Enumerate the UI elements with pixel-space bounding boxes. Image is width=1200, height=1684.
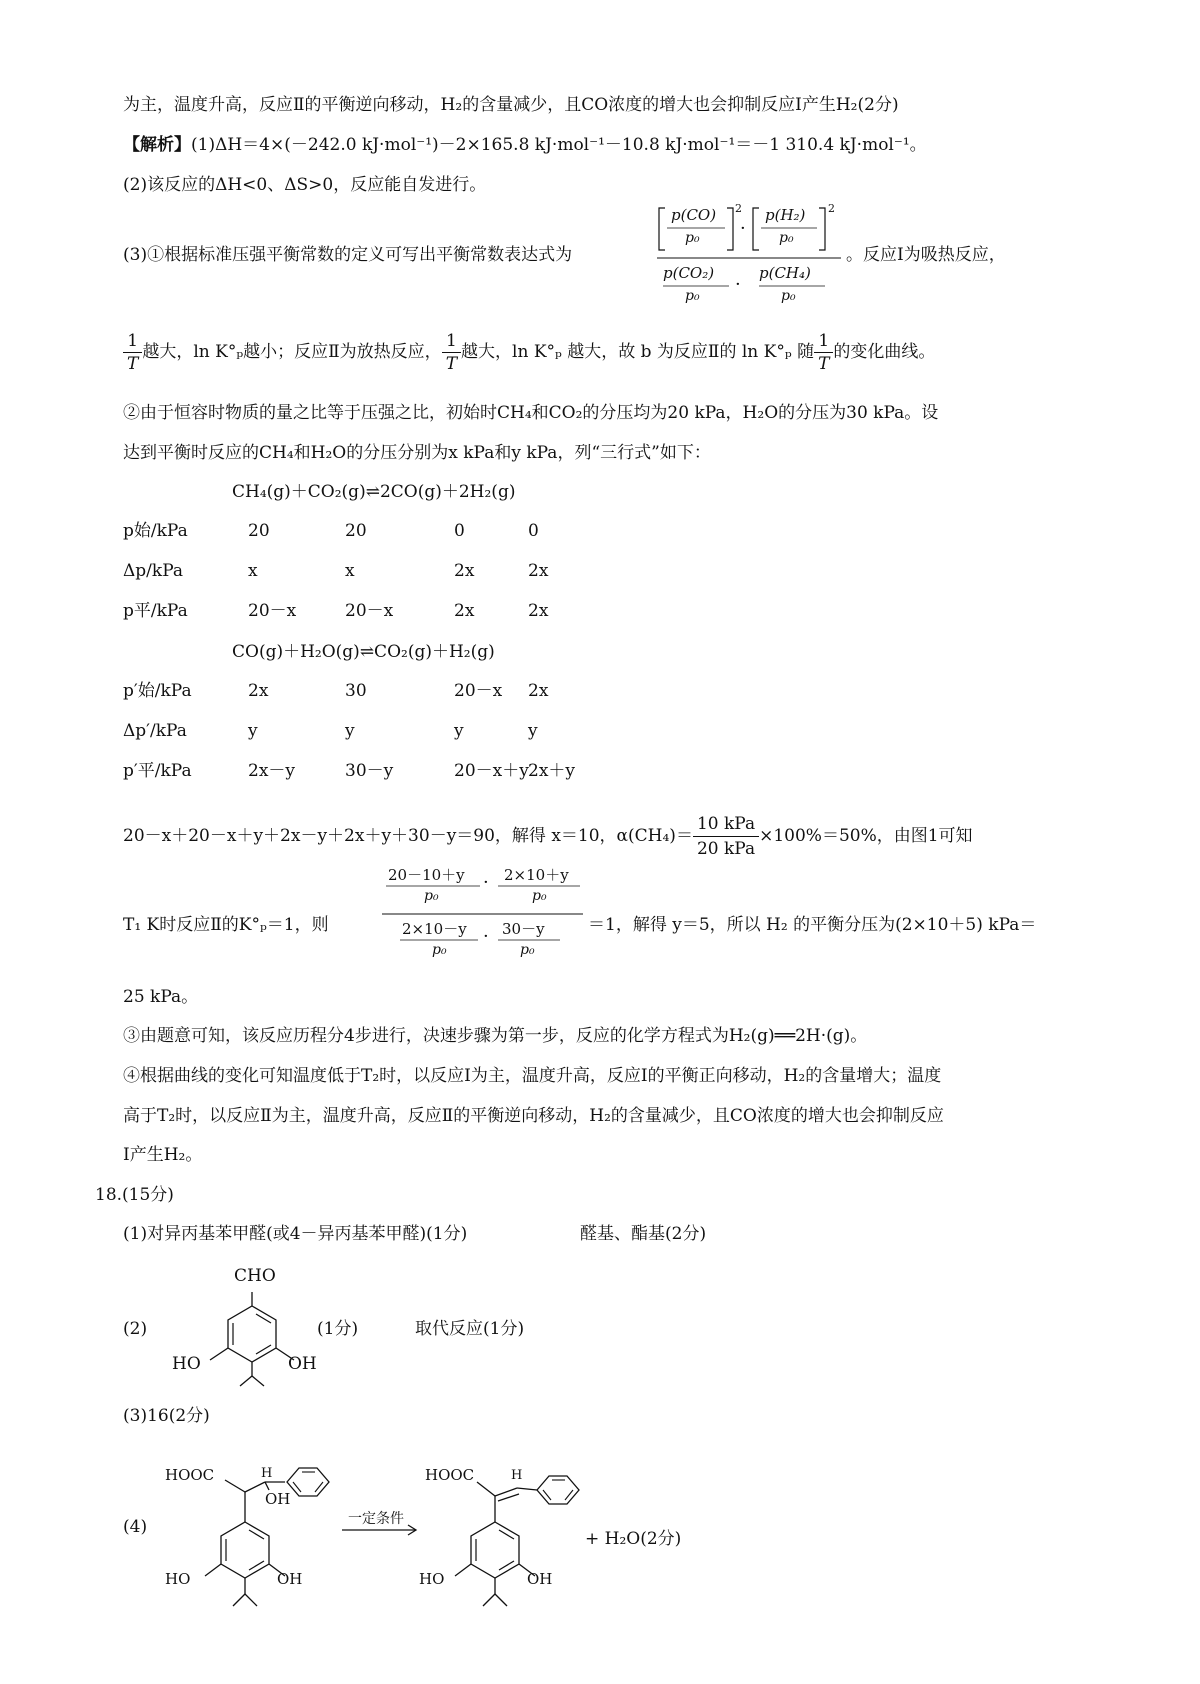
inv-t-frac-2: $\frac{1}{T}$ (442, 330, 461, 375)
analysis-line-3-pre: (3)①根据标准压强平衡常数的定义可写出平衡常数表达式为 (123, 245, 573, 265)
table1-cell: 20 (248, 521, 270, 541)
table1-cell: 0 (454, 521, 465, 541)
reaction-condition: 一定条件 (348, 1511, 404, 1527)
kp-num3: p(CO₂) (663, 264, 715, 282)
q18-part2-score: (1分) (317, 1319, 359, 1339)
analysis-line-3-post: 。反应Ⅰ为吸热反应， (846, 245, 1006, 265)
table2-row-label: p′始/kPa (123, 681, 192, 701)
table1-cell: 20 (345, 521, 367, 541)
table1-cell: 2x (528, 561, 549, 581)
sum-line (123, 812, 973, 861)
analysis-line-step3: ③由题意可知，该反应历程分4步进行，决速步骤为第一步，反应的化学方程式为H₂(g)══2H·(g)。 (123, 1026, 868, 1046)
analysis-text-4c: 的变化曲线。 (833, 342, 936, 362)
kp2-dot2: · (483, 926, 489, 947)
sum-post: ×100%＝50%，由图1可知 (759, 826, 973, 846)
table1-row-label: Δp/kPa (123, 561, 183, 581)
analysis-tag: 【解析】 (123, 135, 191, 155)
table2-row-label: Δp′/kPa (123, 721, 187, 741)
analysis-line-step4c: Ⅰ产生H₂。 (123, 1145, 203, 1165)
alpha-frac: $\frac{\text{10 kPa}}{\text{20 kPa}}$ (693, 812, 759, 861)
table2-cell: y (528, 721, 538, 741)
analysis-line-5: ②由于恒容时物质的量之比等于压强之比，初始时CH₄和CO₂的分压均为20 kPa，H₂O的分压为30 kPa。设 (123, 403, 939, 423)
kp-dot2: · (735, 274, 741, 295)
kp-num4: p(CH₄) (759, 264, 811, 282)
reactant-h: H (261, 1466, 273, 1481)
kp2-d4: p₀ (520, 942, 535, 958)
reactant-oh: OH (265, 1490, 291, 1508)
kp-sq2: 2 (828, 202, 835, 215)
analysis-line-step4a: ④根据曲线的变化可知温度低于T₂时，以反应Ⅰ为主，温度升高，反应Ⅰ的平衡正向移动，H₂的含量增大；温度 (123, 1066, 942, 1086)
analysis-line-4 (123, 330, 935, 375)
kp2-d1: p₀ (424, 888, 439, 904)
table1-cell: x (345, 561, 355, 581)
kp2-n4: 30－y (502, 920, 545, 938)
analysis-line-step4b: 高于T₂时，以反应Ⅱ为主，温度升高，反应Ⅱ的平衡逆向移动，H₂的含量减少，且CO浓度的增大也会抑制反应 (123, 1106, 944, 1126)
kp-num2: p(H₂) (765, 206, 806, 224)
table2-cell: 20－x＋y (454, 761, 529, 781)
q18-part2-label: (2) (123, 1319, 148, 1339)
reactant-ho: HO (165, 1570, 191, 1588)
analysis-text-1: (1)ΔH＝4×(－242.0 kJ·mol⁻¹)－2×165.8 kJ·mol⁻¹－10.8 kJ·mol⁻¹＝－1 310.4 kJ·mol⁻¹。 (191, 135, 927, 155)
kp2-dot1: · (483, 872, 489, 893)
table2-cell: 30－y (345, 761, 394, 781)
q18-part1-groups: 醛基、酯基(2分) (580, 1224, 707, 1244)
reactant-structure (165, 1452, 340, 1622)
table2-cell: 30 (345, 681, 367, 701)
table1-cell: 2x (454, 601, 475, 621)
kp-den1: p₀ (685, 230, 700, 246)
table1-row-label: p始/kPa (123, 521, 188, 541)
kp-den2: p₀ (779, 230, 794, 246)
product-structure (419, 1452, 595, 1622)
kp-sq1: 2 (735, 202, 742, 215)
ho-label-2: HO (172, 1354, 201, 1374)
product-h: H (511, 1468, 523, 1483)
oh-label-2: OH (288, 1354, 317, 1374)
q18-part1-answer: (1)对异丙基苯甲醛(或4－异丙基苯甲醛)(1分) (123, 1224, 468, 1244)
kp-expression (655, 202, 843, 312)
kp2-n2: 2×10＋y (504, 866, 569, 884)
table1-cell: 20－x (345, 601, 394, 621)
table2-cell: 2x (528, 681, 549, 701)
equation-2: CO(g)＋H₂O(g)⇌CO₂(g)＋H₂(g) (232, 642, 495, 662)
table2-cell: y (345, 721, 355, 741)
question-18-header: 18.(15分) (95, 1185, 174, 1205)
kp2-d3: p₀ (432, 942, 447, 958)
kp-num1: p(CO) (671, 206, 717, 224)
table1-cell: 2x (528, 601, 549, 621)
reactant-hooc: HOOC (165, 1466, 215, 1484)
q18-part4-water: + H₂O(2分) (585, 1529, 682, 1549)
q18-part2-structure (170, 1262, 320, 1392)
table2-cell: 2x－y (248, 761, 296, 781)
analysis-text-4a: 越大，ln K°ₚ越小；反应Ⅱ为放热反应， (142, 342, 442, 362)
product-hooc: HOOC (425, 1466, 475, 1484)
table2-cell: 2x＋y (528, 761, 576, 781)
analysis-text-4b: 越大，ln K°ₚ 越大，故 b 为反应Ⅱ的 ln K°ₚ 随 (461, 342, 815, 362)
product-oh: OH (527, 1570, 553, 1588)
kp2-n3: 2×10－y (402, 920, 467, 938)
equation-1: CH₄(g)＋CO₂(g)⇌2CO(g)＋2H₂(g) (232, 482, 516, 502)
kp2-n1: 20－10＋y (388, 866, 465, 884)
table2-cell: 2x (248, 681, 269, 701)
inv-t-frac-3: $\frac{1}{T}$ (814, 330, 833, 375)
inv-t-frac-1: $\frac{1}{T}$ (123, 330, 142, 375)
table1-cell: x (248, 561, 258, 581)
product-ho: HO (419, 1570, 445, 1588)
reactant-oh-ring: OH (277, 1570, 303, 1588)
arrow-icon (340, 1508, 420, 1538)
analysis-line-2: (2)该反应的ΔH<0、ΔS>0，反应能自发进行。 (123, 175, 487, 195)
text-line-1: 为主，温度升高，反应Ⅱ的平衡逆向移动，H₂的含量减少，且CO浓度的增大也会抑制反应Ⅰ产生H₂(2分) (123, 95, 899, 115)
kp2-pre: T₁ K时反应Ⅱ的K°ₚ＝1，则 (123, 915, 329, 935)
table2-row-label: p′平/kPa (123, 761, 192, 781)
q18-part2-reaction: 取代反应(1分) (415, 1319, 525, 1339)
analysis-line-6: 达到平衡时反应的CH₄和H₂O的分压分别为x kPa和y kPa，列“三行式”如下： (123, 443, 711, 463)
kp2-d2: p₀ (532, 888, 547, 904)
table2-cell: y (454, 721, 464, 741)
table2-cell: 20－x (454, 681, 503, 701)
table1-cell: 0 (528, 521, 539, 541)
kp-den3: p₀ (685, 288, 700, 304)
analysis-line-1 (123, 133, 927, 157)
q18-part3-answer: (3)16(2分) (123, 1406, 210, 1426)
sum-pre: 20－x＋20－x＋y＋2x－y＋2x＋y＋30－y＝90，解得 x＝10，α(CH₄)＝ (123, 826, 693, 846)
kp-dot1: · (740, 218, 746, 239)
table1-cell: 2x (454, 561, 475, 581)
kp2-post: ＝1，解得 y＝5，所以 H₂ 的平衡分压为(2×10＋5) kPa＝ (588, 915, 1037, 935)
kp2-fraction (380, 862, 585, 962)
cho-label: CHO (234, 1266, 276, 1286)
table1-cell: 20－x (248, 601, 297, 621)
reaction-arrow (340, 1508, 420, 1538)
table2-cell: y (248, 721, 258, 741)
kp-den4: p₀ (781, 288, 796, 304)
table1-row-label: p平/kPa (123, 601, 188, 621)
q18-part4-label: (4) (123, 1517, 148, 1537)
result-25kpa: 25 kPa。 (123, 987, 199, 1007)
